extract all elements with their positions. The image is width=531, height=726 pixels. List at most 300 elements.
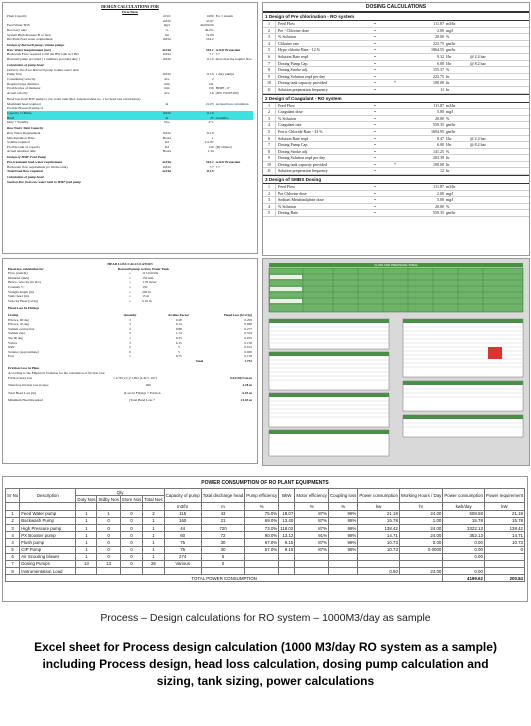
power-cell-pcons: 10.73 <box>358 539 400 546</box>
fitting-k: 5 <box>177 349 180 354</box>
dosing-cell-s: * <box>394 161 396 167</box>
power-cell-bkw: 9.15 <box>279 539 295 546</box>
dosing-cell-e: = <box>373 190 377 196</box>
friction-title: Friction Loss in Pipes <box>8 366 40 371</box>
row-value: 1000 <box>206 14 214 19</box>
power-cell-peff: 90.0% <box>245 532 279 539</box>
intake-heading: Design of Borewell pump / Intake pumps <box>7 43 65 48</box>
fitting-qty: 1 <box>129 335 131 340</box>
friction-length: 200 <box>145 383 151 388</box>
tank-rows <box>7 131 253 154</box>
dosing-cell-x: @ 2.4 bar <box>470 53 486 59</box>
design-sheet-subtitle: Firm Basis <box>122 9 138 14</box>
power-cell-peff: 69.0% <box>245 517 279 524</box>
power-cell-cap <box>164 568 201 575</box>
power-cell-cap: 115 <box>164 510 201 517</box>
row-label: Recovery ratio <box>7 27 28 32</box>
row-note <box>214 169 253 174</box>
dosing-cell-d: Solution preparation frequency <box>278 86 328 92</box>
row-value: 104.2 <box>205 160 214 164</box>
dosing-cell-u: % <box>446 115 450 121</box>
dosing-cell-v: 203.39 <box>433 155 444 161</box>
power-cell-bkw <box>279 568 295 575</box>
dosing-cell-v: 141.25 <box>433 148 444 154</box>
power-cell-cap: 44 <box>164 524 201 531</box>
row-unit: m3/hr <box>162 37 171 42</box>
power-cell-desc: PX Booster pump <box>20 532 76 539</box>
fitting-item: Tee 90 deg <box>8 335 23 340</box>
headloss-param-row <box>8 299 252 304</box>
power-cell-desc: Flush pump <box>20 539 76 546</box>
col-pc: Power consumption <box>443 489 485 503</box>
power-cell-stby <box>97 568 120 575</box>
row-label: Head <box>7 115 15 120</box>
power-cell-desc: Air Scouring blower <box>20 553 76 560</box>
param-label: Static head (m) <box>8 294 29 299</box>
power-cell-peff: 75.0% <box>245 510 279 517</box>
max-head-label: Minimum Head Required <box>8 398 43 403</box>
dosing-cell-x <box>468 67 529 73</box>
power-cell-store: 0 <box>120 532 143 539</box>
caption-line-2: including Process design, head loss calculation, dosing pump calculation and <box>42 657 489 671</box>
dosing-cell-s <box>384 129 406 135</box>
param-eq: = <box>129 294 131 299</box>
power-cell-peff: 67.0% <box>245 539 279 546</box>
row-note <box>214 120 253 125</box>
col-desc: Description <box>20 489 76 503</box>
dosing-cell-x <box>468 28 529 34</box>
design-row <box>7 91 253 96</box>
power-cell-total: 1 <box>143 524 164 531</box>
power-cell-duty: 1 <box>76 532 97 539</box>
dosing-section-heading: 1 Design of Pre chlorination - RO system <box>263 12 529 21</box>
power-cell-duty <box>76 568 97 575</box>
unit-bkw <box>279 503 295 510</box>
dosing-cell-u: m3/hr <box>446 21 456 26</box>
dosing-row <box>263 162 529 169</box>
power-cell-duty: 13 <box>76 560 97 567</box>
dosing-cell-e: = <box>373 115 377 121</box>
dosing-section-heading: 2 Design of Coagulant - RO system <box>263 94 529 103</box>
design-row <box>7 57 253 62</box>
dosing-cell-e: = <box>373 80 377 86</box>
power-row <box>6 553 525 560</box>
power-cell-pcons: 10.73 <box>358 546 400 553</box>
power-cell-tdh: 5 <box>201 553 245 560</box>
fitting-qty: 2 <box>129 331 131 336</box>
dosing-row <box>263 80 529 87</box>
row-value: 111.87 <box>204 140 214 145</box>
dosing-cell-d: Chlorine rate <box>278 40 299 46</box>
dosing-row <box>263 28 529 35</box>
row-value: 111.9 <box>206 169 214 174</box>
row-label: System High Pressure B or feed <box>7 32 51 37</box>
power-cell-tdh: 21 <box>201 517 245 524</box>
power-cell-stby: 0 <box>97 517 120 524</box>
dosing-cell-x <box>468 109 529 115</box>
power-cell-preq <box>484 560 524 567</box>
flow-pressure-title: FLOW AND PRESSURE TABLE <box>269 263 523 267</box>
row-note: (DN 150 PE100) <box>215 90 239 95</box>
dosing-cell-e: = <box>373 109 377 115</box>
dosing-cell-s <box>384 109 406 115</box>
fitting-loss: 0.554 <box>244 331 252 336</box>
row-note: 1 duty pumps <box>215 72 235 77</box>
col-meff: Motor efficiency <box>295 489 329 503</box>
power-cell-sr: 7 <box>6 560 20 567</box>
power-cell-stby: 1 <box>97 510 120 517</box>
power-cell-stby: 0 <box>97 524 120 531</box>
col-tdh: Total discharge head <box>201 489 245 503</box>
row-unit: m <box>165 115 169 120</box>
basis-rows <box>7 14 253 42</box>
row-note: 7.7 <box>215 52 220 57</box>
col-bkw: BkW <box>279 489 295 503</box>
dosing-cell-x <box>468 47 529 53</box>
dosing-row <box>263 136 529 143</box>
power-row <box>6 510 525 517</box>
power-cell-hours: 24.00 <box>399 568 442 575</box>
dosing-cell-x <box>468 41 529 47</box>
col-total: Total Nos <box>144 496 163 502</box>
power-cell-bkw <box>279 560 295 567</box>
power-row <box>6 546 525 553</box>
power-cell-meff <box>295 553 329 560</box>
dosing-cell-x <box>468 155 529 161</box>
row-value: 72.00 <box>205 32 214 37</box>
dosing-cell-v: 5.00 <box>437 197 444 203</box>
power-cell-pc: 353.13 <box>443 532 485 539</box>
power-cell-bkw: 13.12 <box>279 532 295 539</box>
row-unit: m3/hr <box>162 72 171 77</box>
fitting-k: 1.74 <box>175 331 182 336</box>
dosing-cell-n: 10 <box>263 162 276 168</box>
dosing-cell-v: 111.87 <box>433 184 444 190</box>
friction-formula: = 4.78 (v/C)^1.852 (L/D^1.167) <box>113 375 157 380</box>
power-cell-stby: 0 <box>97 546 120 553</box>
fitting-loss: 0.000 <box>244 349 252 354</box>
row-unit: Nos <box>164 120 170 125</box>
row-label: Pre-treatment feed water requirement <box>7 160 63 164</box>
dosing-cell-x <box>468 197 529 203</box>
dosing-cell-e: = <box>373 135 377 141</box>
power-cell-desc: High Pressure pump <box>20 524 76 531</box>
row-unit: mm <box>164 81 170 86</box>
row-label: Raw Water Requirement (net) <box>7 47 51 52</box>
dosing-row <box>263 129 529 136</box>
row-value: 150 <box>208 86 214 91</box>
row-unit: m3/hr <box>162 47 172 52</box>
dosing-cell-n: 2 <box>263 28 276 34</box>
fittings-col-header: Head Loss (kv2/2g) <box>224 312 252 317</box>
power-cell-coup: 98% <box>328 517 357 524</box>
dosing-cell-e: = <box>373 148 377 154</box>
dosing-cell-s <box>384 74 406 80</box>
dosing-cell-e: = <box>373 40 377 46</box>
power-cell-meff: 87% <box>295 510 329 517</box>
dosing-cell-d: % Solution <box>278 115 296 121</box>
dosing-cell-s <box>384 191 406 197</box>
power-cell-cap: Various <box>164 560 201 567</box>
row-unit: m3/d <box>163 14 171 19</box>
param-eq: = <box>129 271 131 276</box>
param-label: Velocity Head (v2/2g) <box>8 298 39 303</box>
row-value: 40.0% <box>204 27 214 32</box>
power-cell-meff <box>295 560 329 567</box>
dosing-cell-x: @ 2.4 bar <box>470 135 486 141</box>
dosing-cell-d: Feed Flow <box>278 21 295 26</box>
power-cell-coup: 98% <box>328 546 357 553</box>
power-cell-sr: 1 <box>6 510 20 517</box>
param-label: Constant 'C' <box>8 284 25 289</box>
power-row <box>6 532 525 539</box>
dosing-cell-s <box>384 67 406 73</box>
dosing-cell-u: % <box>446 148 450 154</box>
row-unit: m3/hr <box>162 18 171 23</box>
row-note: to RO Protection <box>215 160 241 164</box>
row-unit: m3 <box>164 140 170 145</box>
power-cell-total: 1 <box>143 553 164 560</box>
head-loss-sheet <box>2 258 258 464</box>
dosing-cell-v: 1694.95 <box>431 128 444 134</box>
row-label: Backwash Flow required to fill the BW tank in 5 Hrs <box>7 52 79 57</box>
dosing-cell-n: 7 <box>263 61 276 67</box>
power-cell-bkw: 118.02 <box>280 525 294 531</box>
fitting-item: Valves <box>8 340 18 345</box>
dosing-cell-e: = <box>373 122 377 128</box>
dosing-cell-v: 5.00 <box>437 109 444 115</box>
dosing-cell-n: 5 <box>263 129 276 135</box>
row-unit: m3/hr <box>162 111 171 116</box>
row-note: As head loss calculation <box>215 101 249 106</box>
row-value: 1.34 <box>207 149 214 154</box>
dosing-cell-u: l/hr <box>446 60 452 66</box>
dosing-cell-e: = <box>373 27 377 33</box>
dosing-row <box>263 54 529 61</box>
dosing-cell-n: 3 <box>263 116 276 122</box>
fitting-qty: 3 <box>129 340 131 345</box>
dosing-cell-e: = <box>373 102 377 108</box>
dosing-cell-n: 8 <box>263 149 276 155</box>
dosing-cell-v: 111.87 <box>433 21 444 26</box>
power-cell-hours <box>399 553 442 560</box>
power-cell-duty: 1 <box>76 553 97 560</box>
pipe-rows <box>7 72 253 95</box>
unit-meff: % <box>295 503 329 510</box>
power-cell-pc: 0.00 <box>443 553 485 560</box>
row-label: Maximum head required <box>7 101 41 106</box>
param-value: 0.16 m <box>142 298 152 303</box>
fitting-item: Sudden contraction <box>8 326 35 331</box>
power-cell-bkw: 18.07 <box>279 510 295 517</box>
power-cell-cap: 75 <box>164 539 201 546</box>
dosing-cell-u: mg/l <box>446 197 454 203</box>
power-cell-tdh: 30 <box>201 539 245 546</box>
dosing-cell-d: Feed Flow <box>278 102 295 108</box>
unit-pc: kwh/day <box>443 503 485 510</box>
param-label: Straight length (m) <box>8 289 34 294</box>
power-cell-pcons: 14.71 <box>358 532 400 539</box>
fitting-item: Strainer (approximate) <box>8 349 39 354</box>
power-cell-store: 0 <box>120 539 143 546</box>
friction-total-label: Therefore friction loss in pipe <box>8 383 49 388</box>
power-cell-store: 0 <box>120 517 143 524</box>
row-value: 41.67 <box>205 18 214 23</box>
dosing-cell-u: % <box>446 203 450 209</box>
power-cell-store <box>120 568 143 575</box>
row-label: Considering velocity <box>7 76 36 81</box>
power-cell-sr: 2 <box>6 517 20 524</box>
dosing-cell-e: = <box>373 155 377 161</box>
dosing-row <box>263 67 529 74</box>
power-cell-meff <box>295 568 329 575</box>
col-qty: Qty <box>76 489 164 496</box>
power-cell-preq: 21.19 <box>484 510 524 517</box>
dosing-cell-x: @ 8.2 bar <box>470 60 486 66</box>
power-cell-tdh: 72 <box>201 532 245 539</box>
power-cell-cap: 160 <box>164 517 201 524</box>
power-total-pc: 4199.62 <box>443 575 485 582</box>
row-value: 1.8 <box>209 90 214 95</box>
row-note: (By Others) <box>215 144 232 149</box>
dosing-cell-x <box>468 74 529 80</box>
dosing-cell-u: gm/hr <box>446 128 456 134</box>
power-cell-sr: 8 <box>6 568 20 575</box>
dosing-cell-x <box>468 87 529 93</box>
row-unit: m/s <box>164 76 170 81</box>
max-head-expr: (Total Head Loss + <box>129 398 156 403</box>
power-cell-meff: 87% <box>295 517 329 524</box>
dosing-cell-x <box>468 168 529 174</box>
power-cell-stby: 0 <box>97 553 120 560</box>
row-unit: m3/hr <box>162 164 171 169</box>
headloss-title: HEAD LOSS CALCULATION <box>107 262 153 266</box>
dosing-cell-x <box>468 191 529 197</box>
dosing-title: DOSING CALCULATIONS <box>263 3 529 12</box>
row-unit: m3/hr <box>162 130 171 135</box>
power-cell-stby: 13 <box>97 560 120 567</box>
fittings-rows <box>8 318 252 359</box>
dosing-cell-v: 8.47 <box>437 135 444 141</box>
row-unit: Hours <box>162 135 172 140</box>
row-label: Backwash flow requirement (to fill the tank) <box>7 164 68 169</box>
dosing-cell-v: 20.00 <box>435 34 444 40</box>
power-cell-hours: 0.00 <box>399 539 442 546</box>
unit-peff: % <box>245 503 279 510</box>
dosing-cell-e: = <box>373 203 377 209</box>
dosing-cell-u: m3/hr <box>446 184 456 190</box>
param-eq: = <box>129 284 131 289</box>
design-calculation-sheet <box>2 2 258 254</box>
dosing-cell-s <box>384 142 406 148</box>
dosing-row <box>263 103 529 110</box>
dosing-cell-n: 5 <box>263 210 276 216</box>
dosing-cell-e: = <box>373 67 377 73</box>
power-cell-total: 1 <box>143 539 164 546</box>
power-cell-hours: 24.00 <box>399 524 442 531</box>
fittings-col-header: Quantity <box>123 312 137 317</box>
dosing-cell-u: ltr <box>446 161 450 167</box>
dosing-cell-d: Dosing Rate <box>278 210 298 216</box>
dosing-cell-e: = <box>373 184 377 190</box>
power-cell-meff: 87% <box>295 539 329 546</box>
power-cell-preq: 0 <box>484 546 524 553</box>
power-cell-pc: 0.00 <box>443 546 485 553</box>
headloss-col-b: Borewell pump to Raw Water Tank <box>117 266 169 271</box>
dosing-row <box>263 184 529 191</box>
dosing-row <box>263 74 529 81</box>
dosing-cell-s <box>384 184 406 190</box>
design-row <box>7 37 253 42</box>
fittings-col-header: Kvalue Factor <box>168 312 190 317</box>
dosing-row <box>263 109 529 116</box>
row-unit: m3/hr <box>162 57 171 62</box>
row-value: 7.7 <box>209 164 214 169</box>
power-consumption-sheet <box>2 476 528 602</box>
friction-label: Friction head loss <box>8 375 33 380</box>
dosing-cell-n: 5 <box>263 47 276 53</box>
dosing-cell-u: gm/hr <box>446 210 456 216</box>
power-cell-desc: CIP Pump <box>20 546 76 553</box>
power-cell-meff: 87% <box>295 524 329 531</box>
param-value: 15 m <box>142 294 150 299</box>
fitting-item: Elbows, 90 deg <box>8 317 30 322</box>
dosing-cell-u: gm/hr <box>446 47 456 53</box>
power-row <box>6 517 525 524</box>
dosing-cell-e: = <box>373 128 377 134</box>
power-cell-cap: 75 <box>164 546 201 553</box>
power-cell-coup <box>328 560 357 567</box>
dosing-cell-n: 8 <box>263 67 276 73</box>
dosing-cell-n: 4 <box>263 204 276 210</box>
fittings-col-header: Listing <box>8 312 19 317</box>
power-cell-desc: Dosing Pumps <box>20 560 76 567</box>
dosing-cell-e: = <box>373 168 377 174</box>
friction-value: 0.0213013 m/m <box>230 375 252 380</box>
row-value: 7.7 <box>209 52 214 57</box>
dosing-cell-d: Dosing tank capacity provided <box>278 80 327 86</box>
dosing-cell-n: 4 <box>263 122 276 128</box>
dosing-cell-s <box>384 155 406 161</box>
design-row <box>7 149 253 154</box>
row-value: 111.9 <box>206 57 214 62</box>
power-cell-preq <box>484 553 524 560</box>
caption-line-1: Excel sheet for Process design calculation (1000 M3/day RO system as a sample) <box>34 640 497 654</box>
power-cell-coup: 98% <box>328 532 357 539</box>
dosing-cell-s <box>384 28 406 34</box>
dosing-cell-e: = <box>373 60 377 66</box>
row-label: Required pipe diameter <box>7 81 39 86</box>
power-cell-pc: 15.78 <box>443 517 485 524</box>
row-value: 150 <box>208 144 214 149</box>
power-total-label: TOTAL POWER CONSUMPTION <box>6 575 443 582</box>
dosing-cell-d: Dosing Stroke adj. <box>278 148 308 154</box>
row-unit: m3/hr <box>162 160 172 164</box>
dosing-cell-s <box>384 168 406 174</box>
dosing-cell-s <box>384 61 406 67</box>
power-cell-pcons <box>358 553 400 560</box>
col-duty: Duty Nos <box>77 496 96 502</box>
power-cell-duty: 1 <box>76 517 97 524</box>
dosing-cell-d: Solution Rate reqd <box>278 135 308 141</box>
row-label: Actual retention time <box>7 149 36 154</box>
dosing-cell-n: 11 <box>263 168 276 174</box>
dosing-row <box>263 168 529 175</box>
power-cell-pc: 0.00 <box>443 539 485 546</box>
design-row <box>7 169 253 174</box>
power-cell-hours: 1.00 <box>399 517 442 524</box>
row-note <box>214 37 253 42</box>
